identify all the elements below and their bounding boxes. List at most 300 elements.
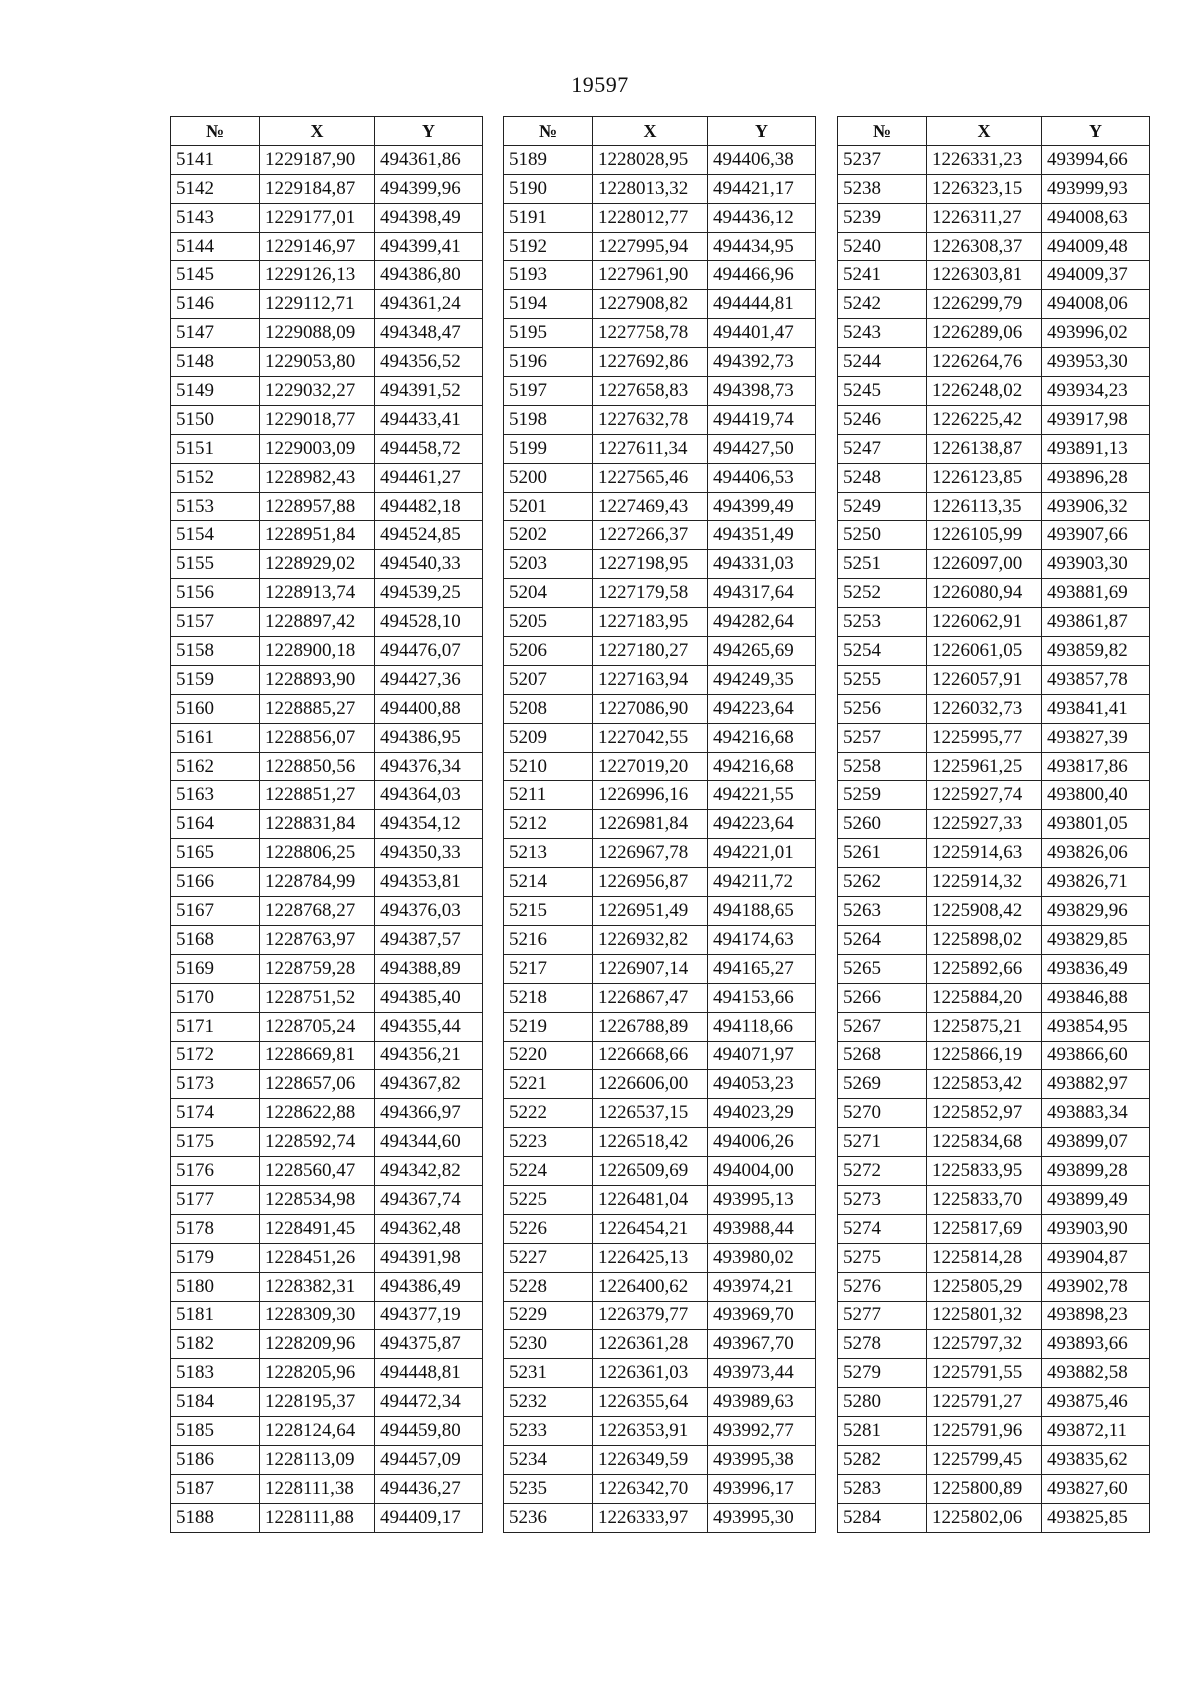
cell-x-coordinate: 1226331,23 [927, 145, 1042, 174]
cell-x-coordinate: 1228534,98 [260, 1185, 375, 1214]
table-row [504, 897, 816, 926]
table-row [504, 1041, 816, 1070]
cell-x-coordinate: 1226981,84 [593, 810, 708, 839]
cell-y-coordinate: 493907,66 [1042, 521, 1150, 550]
column-header-x: X [593, 117, 708, 146]
cell-point-number: 5280 [838, 1388, 927, 1417]
cell-y-coordinate: 493827,39 [1042, 723, 1150, 752]
cell-x-coordinate: 1225800,89 [927, 1474, 1042, 1503]
cell-x-coordinate: 1228885,27 [260, 694, 375, 723]
cell-point-number: 5273 [838, 1185, 927, 1214]
cell-x-coordinate: 1226138,87 [927, 434, 1042, 463]
table-row [171, 521, 483, 550]
table-row [838, 723, 1150, 752]
cell-point-number: 5195 [504, 319, 593, 348]
cell-point-number: 5275 [838, 1243, 927, 1272]
cell-point-number: 5191 [504, 203, 593, 232]
cell-x-coordinate: 1228851,27 [260, 781, 375, 810]
table-row [171, 1070, 483, 1099]
cell-point-number: 5240 [838, 232, 927, 261]
cell-y-coordinate: 493891,13 [1042, 434, 1150, 463]
cell-point-number: 5248 [838, 463, 927, 492]
cell-y-coordinate: 493999,93 [1042, 174, 1150, 203]
cell-y-coordinate: 494421,17 [708, 174, 816, 203]
cell-y-coordinate: 494174,63 [708, 925, 816, 954]
cell-point-number: 5174 [171, 1099, 260, 1128]
cell-point-number: 5192 [504, 232, 593, 261]
table-row [171, 1041, 483, 1070]
table-row [504, 1359, 816, 1388]
table-row [504, 1099, 816, 1128]
cell-x-coordinate: 1228850,56 [260, 752, 375, 781]
cell-y-coordinate: 493841,41 [1042, 694, 1150, 723]
cell-y-coordinate: 493974,21 [708, 1272, 816, 1301]
cell-y-coordinate: 494249,35 [708, 665, 816, 694]
cell-x-coordinate: 1225805,29 [927, 1272, 1042, 1301]
cell-point-number: 5272 [838, 1157, 927, 1186]
cell-point-number: 5226 [504, 1214, 593, 1243]
table-row [171, 1185, 483, 1214]
cell-x-coordinate: 1225852,97 [927, 1099, 1042, 1128]
table-row [504, 810, 816, 839]
cell-y-coordinate: 494006,26 [708, 1128, 816, 1157]
table-row [171, 637, 483, 666]
cell-point-number: 5179 [171, 1243, 260, 1272]
cell-y-coordinate: 493825,85 [1042, 1503, 1150, 1532]
cell-x-coordinate: 1227692,86 [593, 348, 708, 377]
cell-x-coordinate: 1228309,30 [260, 1301, 375, 1330]
cell-point-number: 5264 [838, 925, 927, 954]
cell-y-coordinate: 493835,62 [1042, 1445, 1150, 1474]
cell-y-coordinate: 494223,64 [708, 810, 816, 839]
cell-x-coordinate: 1225802,06 [927, 1503, 1042, 1532]
cell-x-coordinate: 1228028,95 [593, 145, 708, 174]
cell-y-coordinate: 493899,28 [1042, 1157, 1150, 1186]
cell-point-number: 5186 [171, 1445, 260, 1474]
cell-point-number: 5278 [838, 1330, 927, 1359]
cell-point-number: 5252 [838, 579, 927, 608]
cell-y-coordinate: 494400,88 [375, 694, 483, 723]
coordinate-table-3 [837, 116, 1150, 1533]
table-row [504, 868, 816, 897]
cell-point-number: 5245 [838, 377, 927, 406]
cell-point-number: 5253 [838, 608, 927, 637]
cell-point-number: 5206 [504, 637, 593, 666]
cell-y-coordinate: 493995,13 [708, 1185, 816, 1214]
cell-y-coordinate: 494362,48 [375, 1214, 483, 1243]
cell-point-number: 5187 [171, 1474, 260, 1503]
cell-point-number: 5241 [838, 261, 927, 290]
table-row [504, 839, 816, 868]
cell-x-coordinate: 1225801,32 [927, 1301, 1042, 1330]
cell-y-coordinate: 493826,06 [1042, 839, 1150, 868]
cell-y-coordinate: 494344,60 [375, 1128, 483, 1157]
table-row [838, 550, 1150, 579]
cell-y-coordinate: 493899,07 [1042, 1128, 1150, 1157]
table-row [171, 925, 483, 954]
cell-x-coordinate: 1226299,79 [927, 290, 1042, 319]
cell-x-coordinate: 1227163,94 [593, 665, 708, 694]
cell-point-number: 5233 [504, 1417, 593, 1446]
cell-point-number: 5183 [171, 1359, 260, 1388]
cell-x-coordinate: 1227266,37 [593, 521, 708, 550]
cell-point-number: 5239 [838, 203, 927, 232]
cell-x-coordinate: 1228382,31 [260, 1272, 375, 1301]
cell-y-coordinate: 494009,48 [1042, 232, 1150, 261]
cell-point-number: 5279 [838, 1359, 927, 1388]
cell-y-coordinate: 493988,44 [708, 1214, 816, 1243]
cell-x-coordinate: 1227961,90 [593, 261, 708, 290]
table-row [171, 608, 483, 637]
cell-x-coordinate: 1225833,95 [927, 1157, 1042, 1186]
cell-y-coordinate: 494401,47 [708, 319, 816, 348]
cell-y-coordinate: 494353,81 [375, 868, 483, 897]
table-row [171, 1330, 483, 1359]
cell-y-coordinate: 494348,47 [375, 319, 483, 348]
cell-point-number: 5223 [504, 1128, 593, 1157]
table-row [838, 1128, 1150, 1157]
page-number: 19597 [571, 72, 629, 97]
cell-y-coordinate: 493995,38 [708, 1445, 816, 1474]
cell-y-coordinate: 494342,82 [375, 1157, 483, 1186]
table-row [171, 1128, 483, 1157]
table-row [171, 290, 483, 319]
cell-x-coordinate: 1228982,43 [260, 463, 375, 492]
cell-x-coordinate: 1228951,84 [260, 521, 375, 550]
cell-x-coordinate: 1227469,43 [593, 492, 708, 521]
cell-y-coordinate: 494448,81 [375, 1359, 483, 1388]
cell-x-coordinate: 1229187,90 [260, 145, 375, 174]
cell-x-coordinate: 1226361,28 [593, 1330, 708, 1359]
cell-y-coordinate: 494223,64 [708, 694, 816, 723]
cell-point-number: 5159 [171, 665, 260, 694]
cell-x-coordinate: 1229146,97 [260, 232, 375, 261]
table-row [171, 579, 483, 608]
cell-x-coordinate: 1226355,64 [593, 1388, 708, 1417]
table-row [838, 434, 1150, 463]
cell-x-coordinate: 1226105,99 [927, 521, 1042, 550]
cell-y-coordinate: 494375,87 [375, 1330, 483, 1359]
table-row [171, 550, 483, 579]
cell-x-coordinate: 1229032,27 [260, 377, 375, 406]
cell-point-number: 5153 [171, 492, 260, 521]
table-row [838, 232, 1150, 261]
cell-y-coordinate: 494386,80 [375, 261, 483, 290]
cell-point-number: 5268 [838, 1041, 927, 1070]
cell-y-coordinate: 494216,68 [708, 723, 816, 752]
cell-x-coordinate: 1227086,90 [593, 694, 708, 723]
cell-y-coordinate: 493996,17 [708, 1474, 816, 1503]
cell-y-coordinate: 494376,34 [375, 752, 483, 781]
table-row [838, 608, 1150, 637]
cell-point-number: 5267 [838, 1012, 927, 1041]
cell-point-number: 5157 [171, 608, 260, 637]
table-row [504, 1157, 816, 1186]
cell-point-number: 5196 [504, 348, 593, 377]
cell-y-coordinate: 494433,41 [375, 405, 483, 434]
cell-x-coordinate: 1228784,99 [260, 868, 375, 897]
cell-y-coordinate: 493899,49 [1042, 1185, 1150, 1214]
table-row [838, 1099, 1150, 1128]
table-row [171, 1388, 483, 1417]
table-row [504, 1272, 816, 1301]
cell-point-number: 5224 [504, 1157, 593, 1186]
cell-y-coordinate: 493996,02 [1042, 319, 1150, 348]
cell-y-coordinate: 494221,55 [708, 781, 816, 810]
table-header-row [838, 117, 1150, 146]
table-row [504, 1070, 816, 1099]
cell-point-number: 5266 [838, 983, 927, 1012]
cell-y-coordinate: 494356,21 [375, 1041, 483, 1070]
table-row [504, 723, 816, 752]
cell-x-coordinate: 1226481,04 [593, 1185, 708, 1214]
cell-point-number: 5166 [171, 868, 260, 897]
cell-x-coordinate: 1226062,91 [927, 608, 1042, 637]
cell-point-number: 5172 [171, 1041, 260, 1070]
cell-point-number: 5142 [171, 174, 260, 203]
cell-y-coordinate: 494387,57 [375, 925, 483, 954]
cell-y-coordinate: 493994,66 [1042, 145, 1150, 174]
cell-y-coordinate: 494391,98 [375, 1243, 483, 1272]
cell-y-coordinate: 493866,60 [1042, 1041, 1150, 1070]
cell-x-coordinate: 1228491,45 [260, 1214, 375, 1243]
cell-x-coordinate: 1226353,91 [593, 1417, 708, 1446]
cell-point-number: 5175 [171, 1128, 260, 1157]
cell-y-coordinate: 494524,85 [375, 521, 483, 550]
column-header-x: X [927, 117, 1042, 146]
cell-y-coordinate: 493881,69 [1042, 579, 1150, 608]
cell-x-coordinate: 1228751,52 [260, 983, 375, 1012]
cell-x-coordinate: 1227758,78 [593, 319, 708, 348]
table-row [838, 1243, 1150, 1272]
cell-y-coordinate: 494436,27 [375, 1474, 483, 1503]
cell-point-number: 5207 [504, 665, 593, 694]
cell-y-coordinate: 494409,17 [375, 1503, 483, 1532]
cell-y-coordinate: 494118,66 [708, 1012, 816, 1041]
cell-x-coordinate: 1226996,16 [593, 781, 708, 810]
column-header-x: X [260, 117, 375, 146]
cell-point-number: 5210 [504, 752, 593, 781]
cell-x-coordinate: 1226907,14 [593, 954, 708, 983]
cell-point-number: 5171 [171, 1012, 260, 1041]
cell-point-number: 5261 [838, 839, 927, 868]
table-row [504, 1330, 816, 1359]
cell-y-coordinate: 493917,98 [1042, 405, 1150, 434]
cell-y-coordinate: 493893,66 [1042, 1330, 1150, 1359]
cell-y-coordinate: 494528,10 [375, 608, 483, 637]
cell-point-number: 5218 [504, 983, 593, 1012]
table-header-row [171, 117, 483, 146]
cell-y-coordinate: 494406,53 [708, 463, 816, 492]
cell-x-coordinate: 1227658,83 [593, 377, 708, 406]
table-row [171, 1359, 483, 1388]
table-row [171, 434, 483, 463]
table-row [171, 377, 483, 406]
cell-x-coordinate: 1228831,84 [260, 810, 375, 839]
cell-x-coordinate: 1228897,42 [260, 608, 375, 637]
column-header-y: Y [1042, 117, 1150, 146]
table-row [504, 954, 816, 983]
cell-point-number: 5255 [838, 665, 927, 694]
cell-point-number: 5146 [171, 290, 260, 319]
cell-y-coordinate: 494361,24 [375, 290, 483, 319]
cell-point-number: 5162 [171, 752, 260, 781]
cell-x-coordinate: 1228929,02 [260, 550, 375, 579]
cell-x-coordinate: 1226264,76 [927, 348, 1042, 377]
coordinate-table-2 [503, 116, 816, 1533]
cell-y-coordinate: 494386,95 [375, 723, 483, 752]
column-header-y: Y [375, 117, 483, 146]
cell-x-coordinate: 1228111,38 [260, 1474, 375, 1503]
column-header-number: № [838, 117, 927, 146]
cell-point-number: 5232 [504, 1388, 593, 1417]
cell-y-coordinate: 494053,23 [708, 1070, 816, 1099]
cell-point-number: 5202 [504, 521, 593, 550]
table-row [171, 1012, 483, 1041]
table-row [171, 694, 483, 723]
cell-x-coordinate: 1226308,37 [927, 232, 1042, 261]
cell-point-number: 5169 [171, 954, 260, 983]
cell-x-coordinate: 1226951,49 [593, 897, 708, 926]
table-row [838, 1070, 1150, 1099]
column-header-number: № [504, 117, 593, 146]
cell-x-coordinate: 1226289,06 [927, 319, 1042, 348]
cell-x-coordinate: 1227180,27 [593, 637, 708, 666]
cell-point-number: 5262 [838, 868, 927, 897]
cell-y-coordinate: 494367,82 [375, 1070, 483, 1099]
cell-point-number: 5215 [504, 897, 593, 926]
table-row [838, 579, 1150, 608]
cell-x-coordinate: 1227995,94 [593, 232, 708, 261]
table-row [504, 1388, 816, 1417]
cell-x-coordinate: 1225866,19 [927, 1041, 1042, 1070]
cell-y-coordinate: 494376,03 [375, 897, 483, 926]
cell-y-coordinate: 494399,96 [375, 174, 483, 203]
cell-point-number: 5274 [838, 1214, 927, 1243]
cell-point-number: 5141 [171, 145, 260, 174]
cell-x-coordinate: 1226509,69 [593, 1157, 708, 1186]
cell-x-coordinate: 1225898,02 [927, 925, 1042, 954]
cell-point-number: 5152 [171, 463, 260, 492]
cell-point-number: 5212 [504, 810, 593, 839]
cell-x-coordinate: 1225833,70 [927, 1185, 1042, 1214]
table-row [504, 261, 816, 290]
cell-x-coordinate: 1228451,26 [260, 1243, 375, 1272]
cell-x-coordinate: 1226361,03 [593, 1359, 708, 1388]
cell-x-coordinate: 1228763,97 [260, 925, 375, 954]
table-row [504, 348, 816, 377]
cell-x-coordinate: 1225875,21 [927, 1012, 1042, 1041]
cell-point-number: 5204 [504, 579, 593, 608]
cell-point-number: 5182 [171, 1330, 260, 1359]
cell-y-coordinate: 494461,27 [375, 463, 483, 492]
table-row [504, 434, 816, 463]
cell-point-number: 5249 [838, 492, 927, 521]
cell-y-coordinate: 494265,69 [708, 637, 816, 666]
table-row [504, 608, 816, 637]
cell-point-number: 5238 [838, 174, 927, 203]
cell-x-coordinate: 1226323,15 [927, 174, 1042, 203]
cell-x-coordinate: 1225961,25 [927, 752, 1042, 781]
table-row [838, 954, 1150, 983]
cell-y-coordinate: 494023,29 [708, 1099, 816, 1128]
cell-y-coordinate: 494351,49 [708, 521, 816, 550]
cell-point-number: 5151 [171, 434, 260, 463]
cell-x-coordinate: 1229003,09 [260, 434, 375, 463]
table-row [504, 521, 816, 550]
cell-point-number: 5217 [504, 954, 593, 983]
cell-x-coordinate: 1225799,45 [927, 1445, 1042, 1474]
cell-x-coordinate: 1229053,80 [260, 348, 375, 377]
cell-y-coordinate: 494399,49 [708, 492, 816, 521]
cell-y-coordinate: 494540,33 [375, 550, 483, 579]
table-row [171, 1243, 483, 1272]
cell-x-coordinate: 1225927,74 [927, 781, 1042, 810]
table-row [171, 1445, 483, 1474]
cell-point-number: 5173 [171, 1070, 260, 1099]
cell-y-coordinate: 494434,95 [708, 232, 816, 261]
cell-point-number: 5225 [504, 1185, 593, 1214]
table-row [504, 925, 816, 954]
cell-x-coordinate: 1225791,96 [927, 1417, 1042, 1446]
cell-y-coordinate: 493953,30 [1042, 348, 1150, 377]
table-row [838, 1359, 1150, 1388]
table-row [838, 492, 1150, 521]
column-header-number: № [171, 117, 260, 146]
cell-y-coordinate: 493904,87 [1042, 1243, 1150, 1272]
cell-x-coordinate: 1226342,70 [593, 1474, 708, 1503]
cell-x-coordinate: 1225791,55 [927, 1359, 1042, 1388]
cell-x-coordinate: 1225853,42 [927, 1070, 1042, 1099]
cell-x-coordinate: 1226537,15 [593, 1099, 708, 1128]
cell-point-number: 5257 [838, 723, 927, 752]
table-row [838, 637, 1150, 666]
table-row [171, 897, 483, 926]
table-row [838, 1388, 1150, 1417]
cell-y-coordinate: 494386,49 [375, 1272, 483, 1301]
cell-point-number: 5205 [504, 608, 593, 637]
table-row [171, 810, 483, 839]
table-row [504, 1185, 816, 1214]
cell-point-number: 5176 [171, 1157, 260, 1186]
table-row [504, 1417, 816, 1446]
cell-y-coordinate: 494221,01 [708, 839, 816, 868]
cell-x-coordinate: 1229112,71 [260, 290, 375, 319]
cell-x-coordinate: 1228560,47 [260, 1157, 375, 1186]
cell-y-coordinate: 494282,64 [708, 608, 816, 637]
cell-point-number: 5251 [838, 550, 927, 579]
cell-x-coordinate: 1226967,78 [593, 839, 708, 868]
cell-x-coordinate: 1226867,47 [593, 983, 708, 1012]
cell-point-number: 5260 [838, 810, 927, 839]
cell-x-coordinate: 1226123,85 [927, 463, 1042, 492]
cell-y-coordinate: 493854,95 [1042, 1012, 1150, 1041]
table-row [504, 550, 816, 579]
cell-x-coordinate: 1225927,33 [927, 810, 1042, 839]
cell-x-coordinate: 1226333,97 [593, 1503, 708, 1532]
cell-point-number: 5149 [171, 377, 260, 406]
cell-point-number: 5230 [504, 1330, 593, 1359]
cell-y-coordinate: 493973,44 [708, 1359, 816, 1388]
table-row [838, 463, 1150, 492]
table-row [838, 1417, 1150, 1446]
table-row [838, 983, 1150, 1012]
table-row [838, 290, 1150, 319]
cell-point-number: 5150 [171, 405, 260, 434]
table-row [838, 319, 1150, 348]
table-row [838, 665, 1150, 694]
cell-point-number: 5203 [504, 550, 593, 579]
